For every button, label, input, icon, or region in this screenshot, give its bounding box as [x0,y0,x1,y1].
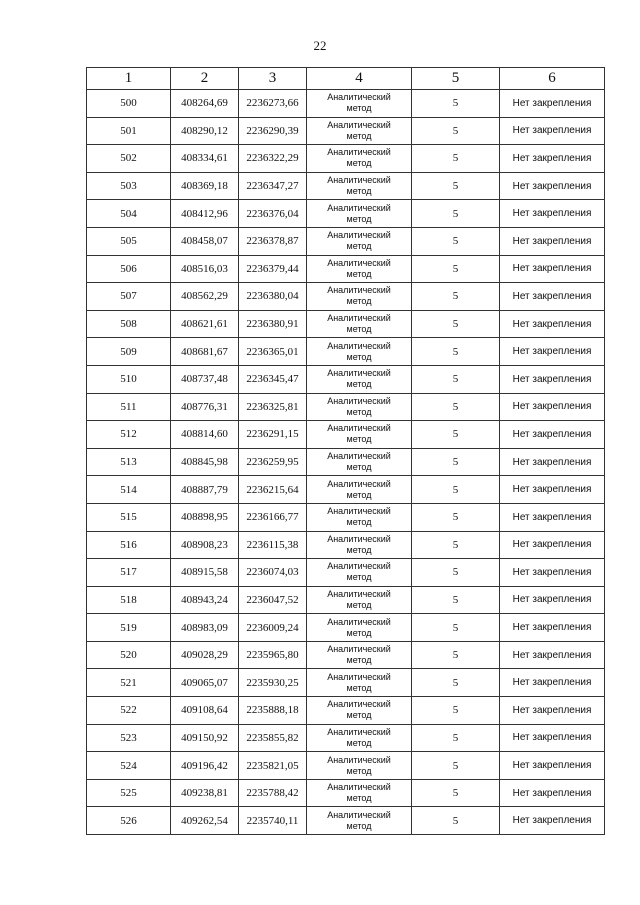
fixing-description: Нет закрепления [500,255,605,283]
coordinate-x: 408943,24 [171,586,239,614]
method-line-1: Аналитический [327,644,391,655]
accuracy-value: 5 [412,255,500,283]
coordinate-y: 2235855,82 [239,724,307,752]
method-cell [307,117,412,145]
method-line-1: Аналитический [327,616,391,627]
fixing-description: Нет закрепления [500,421,605,449]
method-line-2: метод [346,434,372,445]
method-line-2: метод [346,710,372,721]
method-line-2: метод [346,103,372,114]
fixing-description: Нет закрепления [500,669,605,697]
table-row [87,117,605,145]
fixing-description: Нет закрепления [500,172,605,200]
coordinate-y: 2236215,64 [239,476,307,504]
table-row [87,724,605,752]
coordinate-x: 408412,96 [171,200,239,228]
method-line-2: метод [346,324,372,335]
column-header-6: 6 [500,68,605,90]
method-cell [307,476,412,504]
table-row [87,255,605,283]
method-line-1: Аналитический [327,809,391,820]
coordinate-y: 2236009,24 [239,614,307,642]
method-line-1: Аналитический [327,313,391,324]
fixing-description: Нет закрепления [500,697,605,725]
method-line-1: Аналитический [327,699,391,710]
fixing-description: Нет закрепления [500,227,605,255]
coordinate-y: 2236380,04 [239,283,307,311]
coordinate-x: 408516,03 [171,255,239,283]
accuracy-value: 5 [412,476,500,504]
method-line-1: Аналитический [327,119,391,130]
coordinate-y: 2236291,15 [239,421,307,449]
point-number: 503 [87,172,171,200]
point-number: 520 [87,641,171,669]
accuracy-value: 5 [412,559,500,587]
coordinate-x: 408681,67 [171,338,239,366]
method-line-2: метод [346,406,372,417]
table-row [87,145,605,173]
method-line-2: метод [346,765,372,776]
point-number: 515 [87,503,171,531]
method-cell [307,448,412,476]
table-row [87,365,605,393]
method-cell [307,752,412,780]
coordinate-x: 408621,61 [171,310,239,338]
accuracy-value: 5 [412,724,500,752]
coordinates-table [86,67,605,835]
table-row [87,614,605,642]
coordinate-x: 408334,61 [171,145,239,173]
fixing-description: Нет закрепления [500,145,605,173]
fixing-description: Нет закрепления [500,338,605,366]
accuracy-value: 5 [412,117,500,145]
coordinate-x: 408983,09 [171,614,239,642]
point-number: 513 [87,448,171,476]
method-line-2: метод [346,351,372,362]
coordinate-x: 408845,98 [171,448,239,476]
point-number: 512 [87,421,171,449]
column-header-3: 3 [239,68,307,90]
table-row [87,669,605,697]
method-line-1: Аналитический [327,92,391,103]
method-cell [307,338,412,366]
method-line-2: метод [346,599,372,610]
table-row [87,697,605,725]
table-header-row [87,68,605,90]
method-line-1: Аналитический [327,588,391,599]
method-line-2: метод [346,627,372,638]
point-number: 500 [87,90,171,118]
coordinate-y: 2235930,25 [239,669,307,697]
accuracy-value: 5 [412,614,500,642]
column-header-2: 2 [171,68,239,90]
point-number: 518 [87,586,171,614]
coordinate-x: 408776,31 [171,393,239,421]
table-row [87,559,605,587]
table-row [87,90,605,118]
method-line-1: Аналитический [327,257,391,268]
table-row [87,779,605,807]
method-line-1: Аналитический [327,175,391,186]
fixing-description: Нет закрепления [500,752,605,780]
coordinate-x: 409196,42 [171,752,239,780]
accuracy-value: 5 [412,283,500,311]
method-line-1: Аналитический [327,368,391,379]
method-cell [307,614,412,642]
accuracy-value: 5 [412,641,500,669]
method-line-2: метод [346,130,372,141]
coordinate-y: 2236115,38 [239,531,307,559]
point-number: 509 [87,338,171,366]
method-line-2: метод [346,572,372,583]
coordinate-y: 2236376,04 [239,200,307,228]
fixing-description: Нет закрепления [500,779,605,807]
point-number: 526 [87,807,171,835]
method-cell [307,641,412,669]
fixing-description: Нет закрепления [500,90,605,118]
method-line-1: Аналитический [327,423,391,434]
fixing-description: Нет закрепления [500,476,605,504]
table-row [87,283,605,311]
method-line-1: Аналитический [327,782,391,793]
method-cell [307,283,412,311]
method-cell [307,779,412,807]
point-number: 525 [87,779,171,807]
method-cell [307,393,412,421]
coordinate-x: 408369,18 [171,172,239,200]
method-cell [307,145,412,173]
point-number: 507 [87,283,171,311]
fixing-description: Нет закрепления [500,586,605,614]
fixing-description: Нет закрепления [500,365,605,393]
coordinate-x: 409065,07 [171,669,239,697]
fixing-description: Нет закрепления [500,641,605,669]
point-number: 519 [87,614,171,642]
method-line-1: Аналитический [327,561,391,572]
accuracy-value: 5 [412,779,500,807]
table-row [87,200,605,228]
coordinate-y: 2236379,44 [239,255,307,283]
point-number: 521 [87,669,171,697]
table-row [87,476,605,504]
fixing-description: Нет закрепления [500,200,605,228]
fixing-description: Нет закрепления [500,807,605,835]
accuracy-value: 5 [412,310,500,338]
method-line-1: Аналитический [327,340,391,351]
method-cell [307,503,412,531]
method-line-2: метод [346,158,372,169]
coordinate-x: 408562,29 [171,283,239,311]
accuracy-value: 5 [412,531,500,559]
point-number: 524 [87,752,171,780]
accuracy-value: 5 [412,365,500,393]
method-line-1: Аналитический [327,202,391,213]
method-line-1: Аналитический [327,230,391,241]
point-number: 517 [87,559,171,587]
accuracy-value: 5 [412,227,500,255]
method-cell [307,90,412,118]
coordinate-x: 408908,23 [171,531,239,559]
coordinate-x: 408887,79 [171,476,239,504]
fixing-description: Нет закрепления [500,724,605,752]
coordinate-y: 2236290,39 [239,117,307,145]
point-number: 522 [87,697,171,725]
method-line-1: Аналитический [327,506,391,517]
method-line-2: метод [346,820,372,831]
coordinate-y: 2236259,95 [239,448,307,476]
method-line-1: Аналитический [327,451,391,462]
coordinate-y: 2236380,91 [239,310,307,338]
method-cell [307,421,412,449]
column-header-1: 1 [87,68,171,90]
point-number: 523 [87,724,171,752]
coordinate-x: 408458,07 [171,227,239,255]
method-cell [307,172,412,200]
method-line-1: Аналитический [327,726,391,737]
table-row [87,586,605,614]
point-number: 502 [87,145,171,173]
coordinate-x: 409108,64 [171,697,239,725]
coordinate-x: 408814,60 [171,421,239,449]
coordinate-y: 2236273,66 [239,90,307,118]
method-cell [307,310,412,338]
method-line-2: метод [346,682,372,693]
accuracy-value: 5 [412,338,500,366]
coordinate-x: 408898,95 [171,503,239,531]
accuracy-value: 5 [412,421,500,449]
method-cell [307,255,412,283]
point-number: 506 [87,255,171,283]
point-number: 514 [87,476,171,504]
table-row [87,338,605,366]
point-number: 504 [87,200,171,228]
coordinate-x: 408264,69 [171,90,239,118]
method-line-2: метод [346,655,372,666]
coordinate-y: 2235740,11 [239,807,307,835]
coordinate-y: 2236345,47 [239,365,307,393]
table-row [87,448,605,476]
coordinate-x: 408290,12 [171,117,239,145]
table-row [87,752,605,780]
coordinate-y: 2236378,87 [239,227,307,255]
accuracy-value: 5 [412,669,500,697]
method-line-1: Аналитический [327,671,391,682]
fixing-description: Нет закрепления [500,614,605,642]
coordinate-y: 2236166,77 [239,503,307,531]
coordinate-y: 2235821,05 [239,752,307,780]
coordinate-y: 2236325,81 [239,393,307,421]
point-number: 505 [87,227,171,255]
method-cell [307,697,412,725]
table-row [87,641,605,669]
coordinate-x: 409028,29 [171,641,239,669]
method-line-2: метод [346,268,372,279]
accuracy-value: 5 [412,448,500,476]
method-cell [307,365,412,393]
method-cell [307,531,412,559]
method-line-1: Аналитический [327,478,391,489]
accuracy-value: 5 [412,200,500,228]
point-number: 508 [87,310,171,338]
table-body [87,90,605,835]
fixing-description: Нет закрепления [500,283,605,311]
fixing-description: Нет закрепления [500,393,605,421]
fixing-description: Нет закрепления [500,310,605,338]
accuracy-value: 5 [412,503,500,531]
method-line-2: метод [346,544,372,555]
column-header-4: 4 [307,68,412,90]
method-line-1: Аналитический [327,395,391,406]
page-number: 22 [313,38,327,53]
table-row [87,807,605,835]
method-line-2: метод [346,186,372,197]
table-row [87,531,605,559]
fixing-description: Нет закрепления [500,503,605,531]
method-line-2: метод [346,213,372,224]
table-row [87,421,605,449]
fixing-description: Нет закрепления [500,559,605,587]
fixing-description: Нет закрепления [500,117,605,145]
method-line-2: метод [346,489,372,500]
table-row [87,227,605,255]
coordinate-y: 2235788,42 [239,779,307,807]
coordinate-y: 2236047,52 [239,586,307,614]
coordinate-x: 408737,48 [171,365,239,393]
method-line-1: Аналитический [327,147,391,158]
method-line-1: Аналитический [327,533,391,544]
accuracy-value: 5 [412,90,500,118]
table-row [87,172,605,200]
coordinate-x: 409262,54 [171,807,239,835]
point-number: 516 [87,531,171,559]
method-cell [307,586,412,614]
accuracy-value: 5 [412,393,500,421]
method-line-2: метод [346,517,372,528]
method-line-2: метод [346,737,372,748]
method-line-2: метод [346,379,372,390]
accuracy-value: 5 [412,697,500,725]
point-number: 510 [87,365,171,393]
method-cell [307,227,412,255]
method-cell [307,669,412,697]
coordinate-y: 2236322,29 [239,145,307,173]
method-line-2: метод [346,793,372,804]
coordinate-y: 2235965,80 [239,641,307,669]
table-row [87,503,605,531]
coordinate-y: 2235888,18 [239,697,307,725]
accuracy-value: 5 [412,145,500,173]
coordinate-x: 409150,92 [171,724,239,752]
method-cell [307,724,412,752]
accuracy-value: 5 [412,752,500,780]
accuracy-value: 5 [412,807,500,835]
coordinate-y: 2236347,27 [239,172,307,200]
method-line-2: метод [346,241,372,252]
table-row [87,310,605,338]
method-line-2: метод [346,462,372,473]
method-line-2: метод [346,296,372,307]
fixing-description: Нет закрепления [500,448,605,476]
point-number: 511 [87,393,171,421]
column-header-5: 5 [412,68,500,90]
table-row [87,393,605,421]
method-cell [307,807,412,835]
coordinate-y: 2236365,01 [239,338,307,366]
method-cell [307,200,412,228]
fixing-description: Нет закрепления [500,531,605,559]
accuracy-value: 5 [412,586,500,614]
accuracy-value: 5 [412,172,500,200]
method-line-1: Аналитический [327,754,391,765]
point-number: 501 [87,117,171,145]
coordinate-x: 409238,81 [171,779,239,807]
coordinate-x: 408915,58 [171,559,239,587]
method-cell [307,559,412,587]
method-line-1: Аналитический [327,285,391,296]
coordinate-y: 2236074,03 [239,559,307,587]
